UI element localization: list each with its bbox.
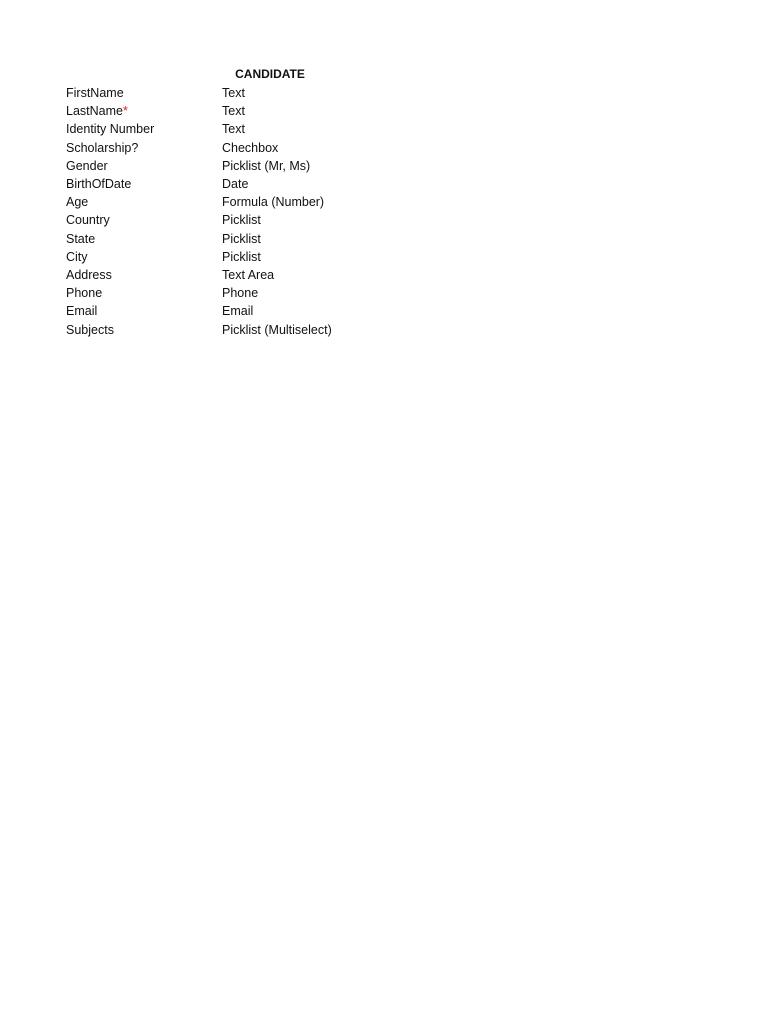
field-type: Formula (Number) bbox=[222, 195, 325, 210]
table-row bbox=[66, 320, 386, 338]
field-name: LastName bbox=[66, 104, 123, 119]
field-name: Age bbox=[66, 195, 89, 210]
field-type: Email bbox=[222, 304, 254, 319]
table-row bbox=[66, 193, 386, 211]
field-name: Identity Number bbox=[66, 122, 155, 137]
table-row bbox=[66, 248, 386, 266]
table-row bbox=[66, 302, 386, 320]
field-name: FirstName bbox=[66, 86, 124, 101]
table-row bbox=[66, 211, 386, 229]
field-type: Text bbox=[222, 104, 245, 119]
table-row bbox=[66, 266, 386, 284]
field-name: Country bbox=[66, 213, 110, 228]
field-name: Phone bbox=[66, 286, 103, 301]
field-name-cell bbox=[66, 103, 222, 119]
field-type: Picklist bbox=[222, 213, 261, 228]
table-row bbox=[66, 120, 386, 138]
field-table bbox=[66, 84, 386, 339]
table-row bbox=[66, 284, 386, 302]
table-row bbox=[66, 175, 386, 193]
field-name: Address bbox=[66, 267, 112, 282]
field-type: Text Area bbox=[222, 267, 275, 282]
field-type: Picklist bbox=[222, 249, 261, 264]
field-name: City bbox=[66, 249, 88, 264]
field-name: Subjects bbox=[66, 322, 114, 337]
table-row bbox=[66, 102, 386, 120]
field-type: Phone bbox=[222, 286, 259, 301]
required-marker: * bbox=[122, 104, 128, 119]
field-type: Text bbox=[222, 86, 245, 101]
table-row bbox=[66, 230, 386, 248]
field-type: Picklist (Multiselect) bbox=[222, 322, 332, 337]
field-type: Date bbox=[222, 177, 249, 192]
field-name: Gender bbox=[66, 158, 108, 173]
table-title: CANDIDATE bbox=[235, 67, 305, 81]
field-name: Email bbox=[66, 304, 98, 319]
field-type: Text bbox=[222, 122, 245, 137]
field-type: Picklist (Mr, Ms) bbox=[222, 158, 311, 173]
field-name: BirthOfDate bbox=[66, 177, 132, 192]
field-name: State bbox=[66, 231, 96, 246]
table-row bbox=[66, 157, 386, 175]
field-type: Chechbox bbox=[222, 140, 279, 155]
table-row bbox=[66, 84, 386, 102]
table-row bbox=[66, 139, 386, 157]
field-type: Picklist bbox=[222, 231, 261, 246]
field-name: Scholarship? bbox=[66, 140, 139, 155]
